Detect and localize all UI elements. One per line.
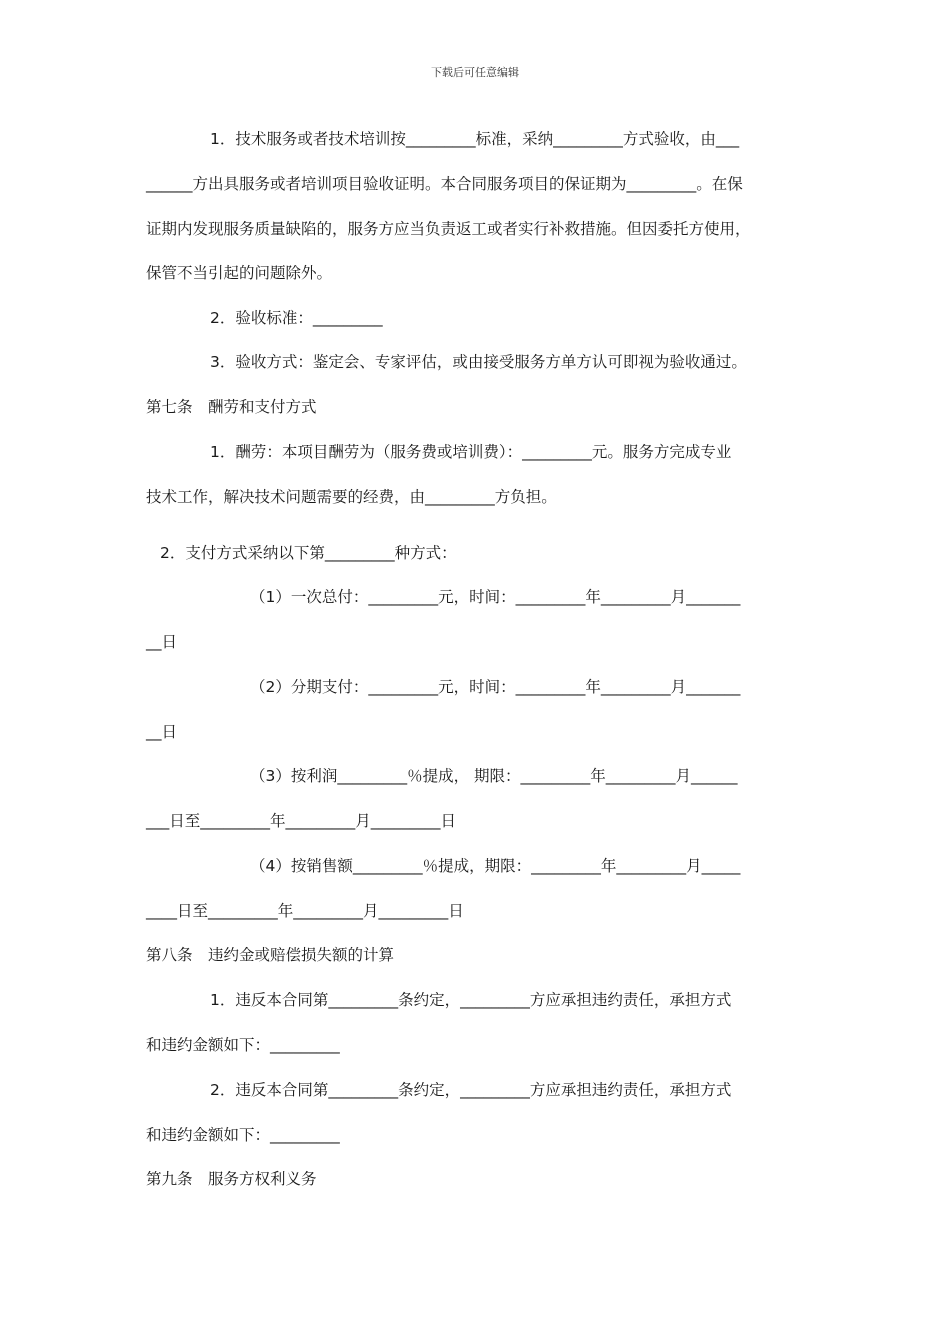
payment-option1-line1: （1）一次总付：_________元，时间：_________年_________月_______ xyxy=(250,588,741,606)
payment-option2-line2: __日 xyxy=(146,723,178,741)
clause8-item2-line2: 和违约金额如下：_________ xyxy=(146,1126,340,1144)
clause8-item2-line1: 2．违反本合同第_________条约定，_________方应承担违约责任，承担方式 xyxy=(210,1081,732,1099)
clause6-item1-line2: ______方出具服务或者培训项目验收证明。本合同服务项目的保证期为_________。在保 xyxy=(146,175,743,193)
clause6-item2: 2．验收标准：_________ xyxy=(210,309,383,327)
clause6-item1-line4: 保管不当引起的问题除外。 xyxy=(146,264,333,282)
clause8-item1-line2: 和违约金额如下：_________ xyxy=(146,1036,340,1054)
clause9-heading: 第九条 服务方权利义务 xyxy=(146,1170,317,1188)
clause7-item2: 2．支付方式采纳以下第_________种方式： xyxy=(160,544,457,562)
clause6-item1-line1: 1．技术服务或者技术培训按_________标准，采纳_________方式验收，由___ xyxy=(210,130,740,148)
payment-option3-line2: ___日至_________年_________月_________日 xyxy=(146,812,457,830)
clause7-heading: 第七条 酬劳和支付方式 xyxy=(146,398,317,416)
page-header-note: 下载后可任意编辑 xyxy=(431,66,519,79)
payment-option4-line1: （4）按销售额_________％提成，期限：_________年_________月_____ xyxy=(250,857,741,875)
clause8-heading: 第八条 违约金或赔偿损失额的计算 xyxy=(146,946,395,964)
payment-option4-line2: ____日至_________年_________月_________日 xyxy=(146,902,464,920)
clause8-item1-line1: 1．违反本合同第_________条约定，_________方应承担违约责任，承担方式 xyxy=(210,991,732,1009)
clause6-item1-line3: 证期内发现服务质量缺陷的，服务方应当负责返工或者实行补救措施。但因委托方使用， xyxy=(146,220,751,238)
payment-option2-line1: （2）分期支付：_________元，时间：_________年_________月_______ xyxy=(250,678,741,696)
payment-option3-line1: （3）按利润_________％提成， 期限：_________年_________月______ xyxy=(250,767,738,785)
clause6-item3: 3．验收方式：鉴定会、专家评估，或由接受服务方单方认可即视为验收通过。 xyxy=(210,353,747,371)
clause7-item1-line2: 技术工作，解决技术问题需要的经费，由_________方负担。 xyxy=(146,488,557,506)
clause7-item1-line1: 1．酬劳：本项目酬劳为（服务费或培训费）：_________元。服务方完成专业 xyxy=(210,443,732,461)
payment-option1-line2: __日 xyxy=(146,633,178,651)
